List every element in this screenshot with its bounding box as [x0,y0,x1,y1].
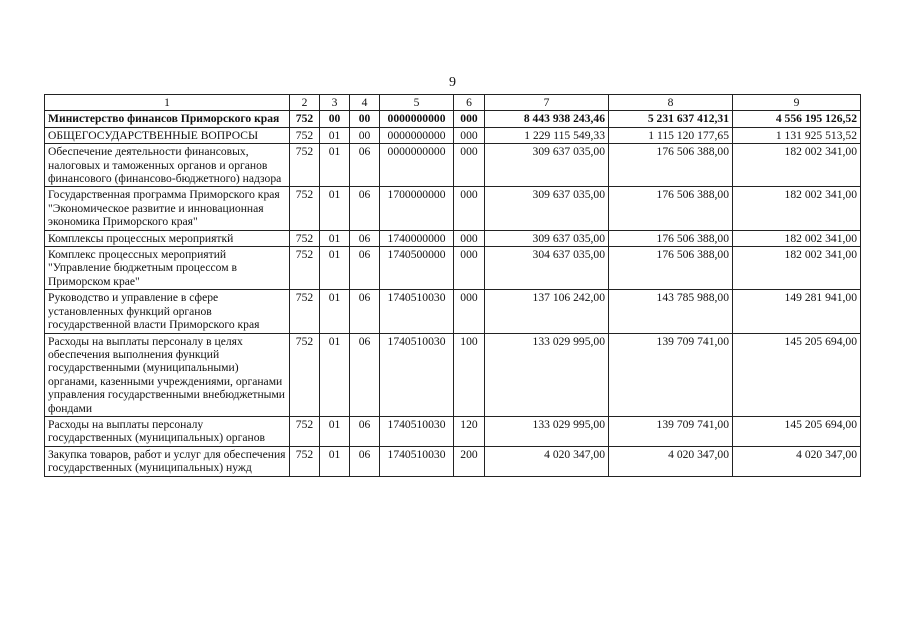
amount-col-9: 182 002 341,00 [733,144,861,187]
subsection-code: 00 [350,127,380,143]
amount-col-7: 304 637 035,00 [485,247,609,290]
expense-type-code: 000 [454,290,485,333]
expense-type-code: 000 [454,111,485,127]
table-row [45,144,861,187]
admin-code: 752 [290,230,320,246]
subsection-code: 06 [350,416,380,446]
table-row [45,247,861,290]
amount-col-8: 143 785 988,00 [609,290,733,333]
section-code: 01 [320,144,350,187]
expense-type-code: 000 [454,230,485,246]
column-header: 6 [454,95,485,111]
target-article-code: 1740500000 [380,247,454,290]
amount-col-9: 182 002 341,00 [733,230,861,246]
table-row [45,290,861,333]
section-code: 01 [320,127,350,143]
subsection-code: 06 [350,446,380,476]
column-header: 9 [733,95,861,111]
target-article-code: 0000000000 [380,111,454,127]
amount-col-7: 137 106 242,00 [485,290,609,333]
amount-col-9: 149 281 941,00 [733,290,861,333]
target-article-code: 0000000000 [380,144,454,187]
table-row [45,416,861,446]
admin-code: 752 [290,247,320,290]
target-article-code: 1740510030 [380,416,454,446]
column-header: 2 [290,95,320,111]
amount-col-8: 176 506 388,00 [609,230,733,246]
row-name: Руководство и управление в сфере установленных функций органов государственной власти Приморского края [45,290,290,333]
admin-code: 752 [290,416,320,446]
target-article-code: 1740510030 [380,290,454,333]
table-row [45,127,861,143]
amount-col-7: 133 029 995,00 [485,333,609,416]
column-header: 3 [320,95,350,111]
subsection-code: 06 [350,290,380,333]
table-row [45,333,861,416]
subsection-code: 06 [350,333,380,416]
section-code: 01 [320,230,350,246]
target-article-code: 1740000000 [380,230,454,246]
row-name: Министерство финансов Приморского края [45,111,290,127]
column-header: 4 [350,95,380,111]
subsection-code: 06 [350,230,380,246]
budget-table [44,94,861,477]
expense-type-code: 200 [454,446,485,476]
row-name: ОБЩЕГОСУДАРСТВЕННЫЕ ВОПРОСЫ [45,127,290,143]
admin-code: 752 [290,144,320,187]
column-header: 1 [45,95,290,111]
row-name: Комплекс процессных мероприятий "Управление бюджетным процессом в Приморском крае" [45,247,290,290]
table-row [45,187,861,230]
admin-code: 752 [290,333,320,416]
amount-col-9: 145 205 694,00 [733,416,861,446]
amount-col-8: 139 709 741,00 [609,416,733,446]
row-name: Расходы на выплаты персоналу в целях обеспечения выполнения функций государственными (муниципальными) органами, казенными учреждениями, органами управления государственными внебюджетными фондами [45,333,290,416]
section-code: 01 [320,416,350,446]
amount-col-9: 4 020 347,00 [733,446,861,476]
expense-type-code: 000 [454,247,485,290]
row-name: Государственная программа Приморского края "Экономическое развитие и инновационная экономика Приморского края" [45,187,290,230]
section-code: 01 [320,290,350,333]
table-row [45,446,861,476]
amount-col-9: 1 131 925 513,52 [733,127,861,143]
amount-col-9: 145 205 694,00 [733,333,861,416]
amount-col-7: 4 020 347,00 [485,446,609,476]
column-header: 8 [609,95,733,111]
expense-type-code: 000 [454,144,485,187]
section-code: 01 [320,446,350,476]
admin-code: 752 [290,446,320,476]
subsection-code: 06 [350,247,380,290]
header-row [45,95,861,111]
section-code: 01 [320,187,350,230]
admin-code: 752 [290,187,320,230]
amount-col-9: 182 002 341,00 [733,247,861,290]
expense-type-code: 100 [454,333,485,416]
target-article-code: 1700000000 [380,187,454,230]
amount-col-8: 139 709 741,00 [609,333,733,416]
target-article-code: 1740510030 [380,333,454,416]
column-header: 5 [380,95,454,111]
section-code: 01 [320,333,350,416]
expense-type-code: 120 [454,416,485,446]
table-row [45,230,861,246]
row-name: Обеспечение деятельности финансовых, налоговых и таможенных органов и органов финансового (финансово-бюджетного) надзора [45,144,290,187]
subsection-code: 06 [350,144,380,187]
section-code: 01 [320,247,350,290]
admin-code: 752 [290,127,320,143]
target-article-code: 1740510030 [380,446,454,476]
amount-col-8: 4 020 347,00 [609,446,733,476]
amount-col-9: 182 002 341,00 [733,187,861,230]
amount-col-8: 176 506 388,00 [609,144,733,187]
amount-col-7: 1 229 115 549,33 [485,127,609,143]
amount-col-7: 309 637 035,00 [485,187,609,230]
amount-col-8: 176 506 388,00 [609,247,733,290]
row-name: Закупка товаров, работ и услуг для обеспечения государственных (муниципальных) нужд [45,446,290,476]
section-code: 00 [320,111,350,127]
amount-col-8: 1 115 120 177,65 [609,127,733,143]
amount-col-7: 133 029 995,00 [485,416,609,446]
subsection-code: 06 [350,187,380,230]
table-row [45,111,861,127]
subsection-code: 00 [350,111,380,127]
row-name: Комплексы процессных мероприяткй [45,230,290,246]
amount-col-8: 5 231 637 412,31 [609,111,733,127]
admin-code: 752 [290,290,320,333]
column-header: 7 [485,95,609,111]
target-article-code: 0000000000 [380,127,454,143]
amount-col-7: 8 443 938 243,46 [485,111,609,127]
amount-col-7: 309 637 035,00 [485,230,609,246]
amount-col-8: 176 506 388,00 [609,187,733,230]
expense-type-code: 000 [454,187,485,230]
admin-code: 752 [290,111,320,127]
row-name: Расходы на выплаты персоналу государственных (муниципальных) органов [45,416,290,446]
expense-type-code: 000 [454,127,485,143]
page-number: 9 [449,75,456,90]
amount-col-7: 309 637 035,00 [485,144,609,187]
amount-col-9: 4 556 195 126,52 [733,111,861,127]
